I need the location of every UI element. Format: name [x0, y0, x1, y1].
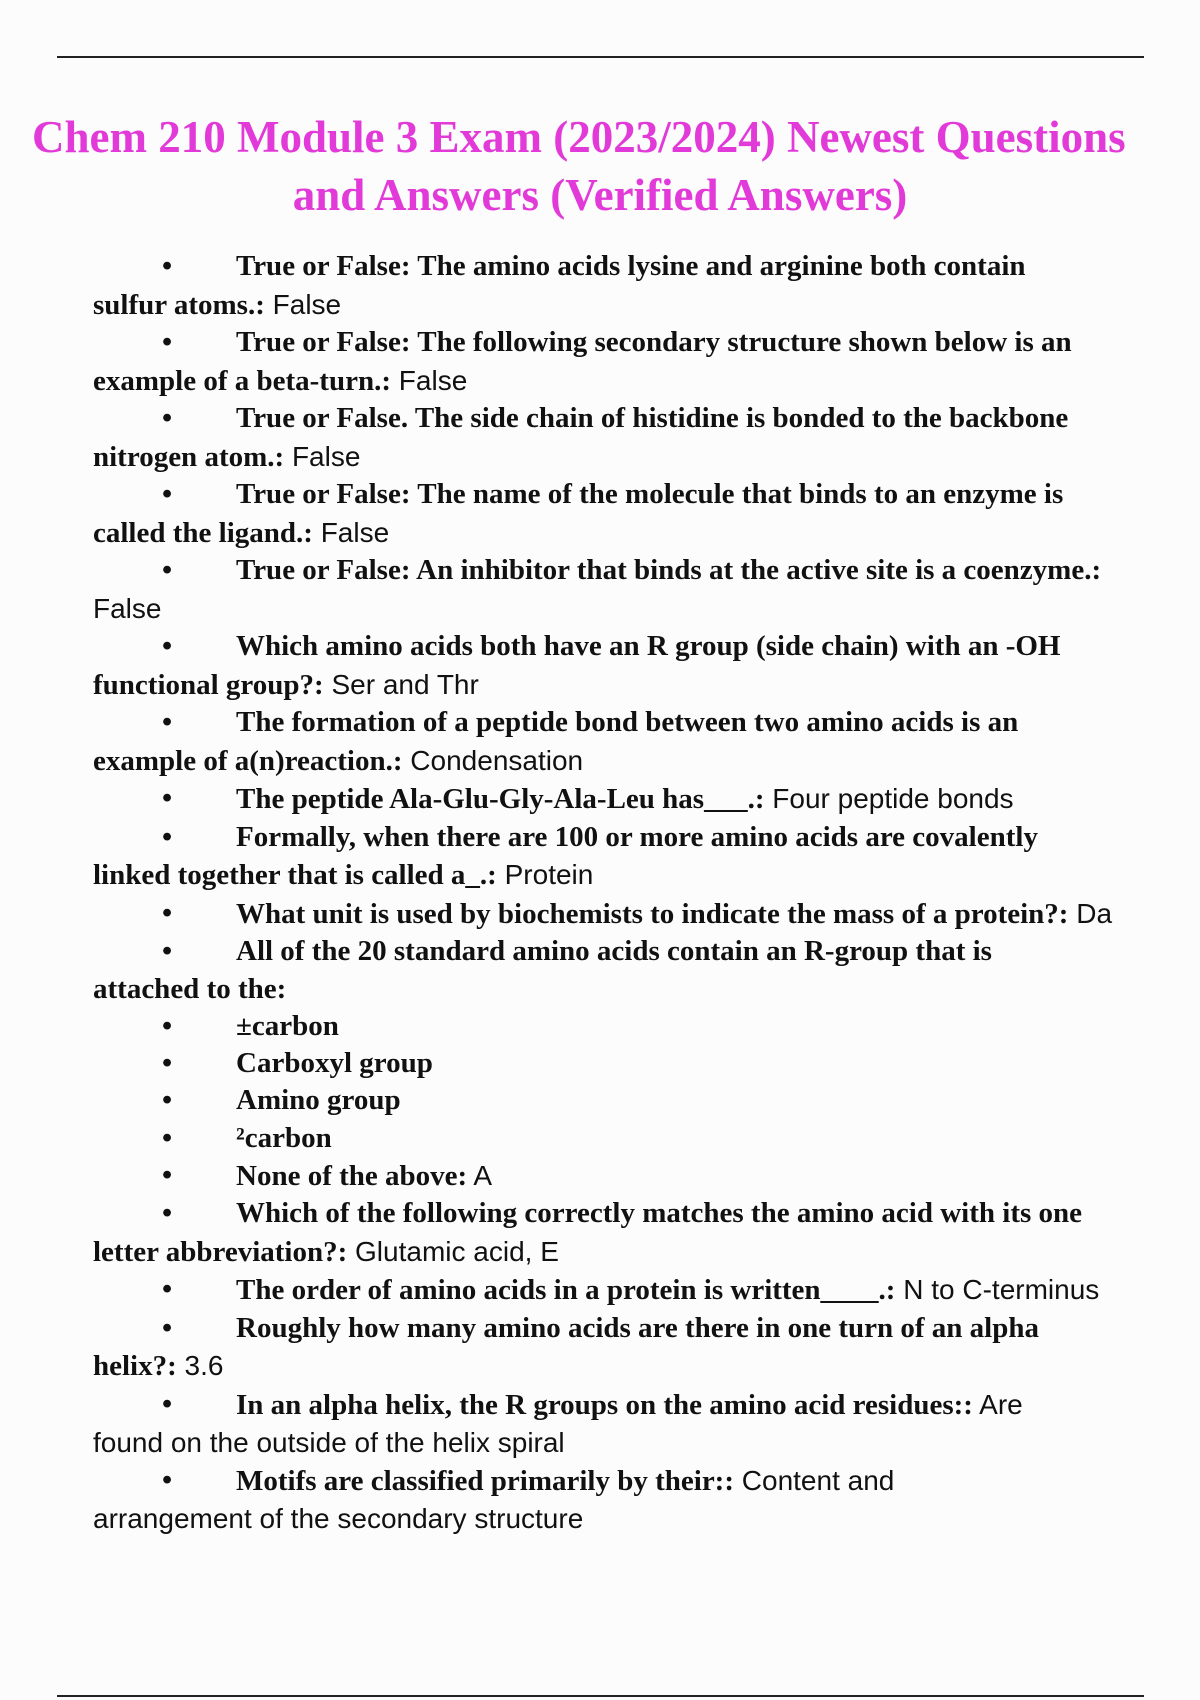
- list-item: [0, 248, 1200, 324]
- answer-text: Protein: [496, 859, 594, 890]
- option-text: Amino group: [236, 1084, 401, 1117]
- list-item: [0, 780, 1200, 819]
- list-item: [0, 1195, 1200, 1271]
- list-item: [0, 552, 1200, 628]
- list-item: [0, 933, 1200, 1008]
- answer-text: Four peptide bonds: [764, 783, 1014, 814]
- list-item: [0, 704, 1200, 780]
- title-line-2: and Answers (Verified Answers): [292, 170, 908, 220]
- question-text: helix?:: [93, 1350, 177, 1383]
- bullet: •: [162, 1047, 173, 1080]
- question-text: nitrogen atom.:: [93, 440, 285, 473]
- option-item: [0, 1082, 1200, 1119]
- bullet: •: [162, 1158, 173, 1191]
- question-text: attached to the:: [93, 972, 287, 1005]
- bullet: •: [162, 896, 173, 929]
- bullet: •: [162, 1197, 173, 1230]
- list-item: [0, 895, 1200, 934]
- bullet: •: [162, 1010, 173, 1042]
- bullet: •: [162, 478, 173, 510]
- question-text: example of a beta-turn.:: [93, 364, 392, 397]
- answer-text: False: [284, 440, 361, 472]
- top-rule: [57, 56, 1144, 58]
- bullet: •: [162, 250, 173, 282]
- bullet: •: [162, 630, 173, 662]
- bullet: •: [162, 1311, 173, 1344]
- question-text: All of the 20 standard amino acids contain an R-group that is: [236, 935, 992, 967]
- question-text: In an alpha helix, the R groups on the amino acid residues::: [236, 1388, 973, 1421]
- question-text: example of a(n)reaction.:: [93, 744, 403, 777]
- question-text: linked together that is called a_.:: [93, 859, 497, 891]
- question-text: True or False: An inhibitor that binds at the active site is a coenzyme.:: [236, 554, 1102, 586]
- list-item: [0, 1271, 1200, 1310]
- list-item: [0, 400, 1200, 476]
- option-text: Carboxyl group: [236, 1047, 433, 1080]
- question-text: What unit is used by biochemists to indicate the mass of a protein?:: [236, 897, 1069, 930]
- question-text: True or False. The side chain of histidine is bonded to the backbone: [236, 402, 1069, 434]
- option-item: [0, 1008, 1200, 1045]
- document-title: [0, 108, 1200, 224]
- option-text: None of the above:: [236, 1159, 468, 1192]
- question-text: The peptide Ala-Glu-Gly-Ala-Leu has___.:: [236, 783, 765, 815]
- question-text: letter abbreviation?:: [93, 1235, 348, 1268]
- bullet: •: [162, 782, 173, 814]
- answer-text: Condensation: [402, 744, 584, 776]
- answer-text: Ser and Thr: [323, 668, 479, 700]
- answer-text: arrangement of the secondary structure: [93, 1503, 584, 1535]
- answer-text: Glutamic acid, E: [347, 1235, 559, 1267]
- question-text: Which of the following correctly matches the amino acid with its one: [236, 1197, 1083, 1230]
- bullet: •: [162, 326, 173, 358]
- question-text: Which amino acids both have an R group (side chain) with an -OH: [236, 630, 1061, 662]
- question-text: Roughly how many amino acids are there in one turn of an alpha: [236, 1311, 1039, 1344]
- option-text: ±carbon: [236, 1010, 339, 1042]
- option-item: [0, 1120, 1200, 1157]
- bullet: •: [162, 706, 173, 738]
- bullet: •: [162, 1121, 173, 1154]
- option-item: [0, 1045, 1200, 1082]
- option-item: [0, 1157, 1200, 1195]
- bullet: •: [162, 935, 173, 967]
- answer-text: Content and: [734, 1464, 895, 1496]
- question-list: [0, 248, 1200, 1538]
- list-item: [0, 819, 1200, 895]
- bullet: •: [162, 1463, 173, 1496]
- answer-text: 3.6: [176, 1350, 224, 1382]
- list-item: [0, 476, 1200, 552]
- question-text: The formation of a peptide bond between two amino acids is an: [236, 706, 1019, 738]
- question-text: The order of amino acids in a protein is written____.:: [236, 1274, 896, 1307]
- list-item: [0, 1462, 1200, 1538]
- question-text: True or False: The following secondary structure shown below is an: [236, 326, 1072, 358]
- question-text: sulfur atoms.:: [93, 288, 265, 321]
- question-text: functional group?:: [93, 668, 324, 701]
- answer-text: Da: [1068, 897, 1113, 929]
- bullet: •: [162, 1084, 173, 1117]
- bullet: •: [162, 1273, 173, 1306]
- list-item: [0, 628, 1200, 704]
- answer-text: A: [467, 1159, 493, 1191]
- answer-text: False: [264, 288, 342, 320]
- answer-text: False: [312, 516, 390, 548]
- answer-text: N to C-terminus: [895, 1274, 1100, 1306]
- answer-text: Are: [972, 1388, 1023, 1420]
- answer-text: False: [93, 592, 162, 624]
- question-text: called the ligand.:: [93, 516, 313, 549]
- question-text: Formally, when there are 100 or more amino acids are covalently: [236, 820, 1038, 853]
- question-text: True or False: The amino acids lysine and arginine both contain: [236, 250, 1026, 282]
- question-text: Motifs are classified primarily by their::: [236, 1464, 734, 1497]
- bullet: •: [162, 554, 173, 586]
- option-text: ²carbon: [236, 1121, 332, 1154]
- list-item: [0, 1386, 1200, 1462]
- bottom-rule: [57, 1695, 1144, 1697]
- question-text: True or False: The name of the molecule that binds to an enzyme is: [236, 478, 1064, 510]
- answer-text: found on the outside of the helix spiral: [93, 1427, 565, 1459]
- answer-text: False: [391, 364, 468, 396]
- bullet: •: [162, 820, 173, 853]
- bullet: •: [162, 1387, 173, 1420]
- list-item: [0, 324, 1200, 400]
- bullet: •: [162, 402, 173, 434]
- title-line-1: Chem 210 Module 3 Exam (2023/2024) Newest Questions: [32, 112, 1126, 162]
- list-item: [0, 1310, 1200, 1386]
